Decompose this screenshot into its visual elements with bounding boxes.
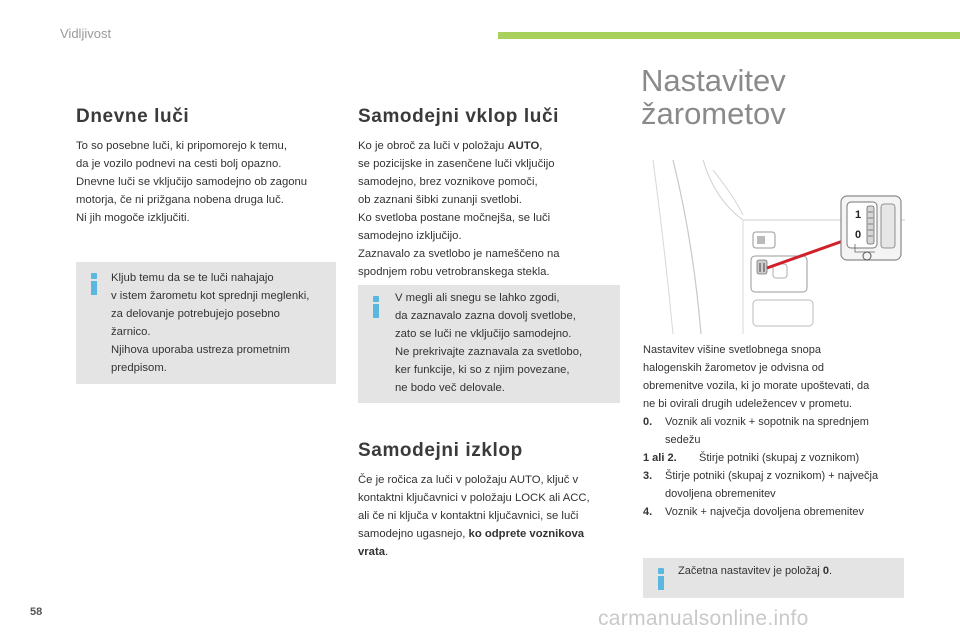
text-line: vrata.: [358, 546, 389, 558]
info-line: ker funkcije, ki so z njim povezane,: [395, 364, 570, 376]
text-line: Ko svetloba postane močnejša, se luči: [358, 212, 551, 224]
info-box-initial: [643, 558, 904, 598]
info-line: V megli ali snegu se lahko zgodi,: [395, 292, 560, 304]
page-number: 58: [30, 606, 43, 618]
headlamp-adjust-text: [643, 341, 913, 521]
headlamp-adjust-title: [641, 64, 786, 130]
info-line: Ne prekrivajte zaznavala za svetlobo,: [395, 346, 583, 358]
text-line: Če je ročica za luči v položaju AUTO, ključ v: [358, 474, 579, 486]
info-icon: [657, 568, 665, 590]
auto-on-text: [358, 137, 620, 281]
list-text: Štirje potniki (skupaj z voznikom) + največja dovoljena obremenitev: [665, 470, 879, 500]
watermark: carmanualsonline.info: [598, 607, 809, 630]
info-line: zato se luči ne vključijo samodejno.: [395, 328, 572, 340]
text-line: kontaktni ključavnici v položaju LOCK ali ACC,: [358, 492, 590, 504]
text-line: Dnevne luči se vključijo samodejno ob zagonu: [76, 176, 308, 188]
text-line: obremenitve vozila, ki jo morate upoštevati, da: [643, 380, 870, 392]
info-line: za delovanje potrebujejo posebno: [111, 308, 280, 320]
list-item: [643, 413, 913, 449]
info-line: Začetna nastavitev je položaj 0.: [678, 565, 833, 577]
info-line: ne bodo več delovale.: [395, 382, 505, 394]
text-line: ne bi ovirali drugih udeležencev v prometu.: [643, 398, 853, 410]
text-line: Ko je obroč za luči v položaju AUTO,: [358, 140, 543, 152]
section-title: Vidljivost: [60, 26, 112, 41]
text-line: To so posebne luči, ki pripomorejo k temu,: [76, 140, 287, 152]
text-line: motorja, če ni prižgana nobena druga luč.: [76, 194, 284, 206]
list-item: [643, 503, 913, 521]
text-line: Ni jih mogoče izključiti.: [76, 212, 190, 224]
list-number: 1 ali 2.: [643, 452, 677, 464]
text-line: da je vozilo podnevi na cesti bolj opazno.: [76, 158, 282, 170]
text-line: Zaznavalo za svetlobo je nameščeno na: [358, 248, 560, 260]
info-line: Kljub temu da se te luči nahajajo: [111, 272, 274, 284]
text-line: spodnjem robu vetrobranskega stekla.: [358, 266, 550, 278]
list-number: 0.: [643, 416, 653, 428]
auto-off-heading: Samodejni izklop: [358, 440, 523, 461]
switch-label-0: 0: [855, 229, 862, 241]
info-line: v istem žarometu kot sprednji meglenki,: [111, 290, 310, 302]
list-text: Voznik ali voznik + sopotnik na sprednjem sedežu: [665, 416, 869, 446]
switch-label-1: 1: [855, 209, 862, 221]
info-icon: [372, 296, 380, 318]
info-box-fog: [358, 285, 620, 403]
info-line: žarnico.: [111, 326, 151, 338]
auto-on-heading: Samodejni vklop luči: [358, 106, 559, 127]
list-number: 3.: [643, 470, 653, 482]
text-line: ali če ni ključa v kontaktni ključavnici, se luči: [358, 510, 579, 522]
text-line: se pozicijske in zasenčene luči vključijo: [358, 158, 555, 170]
text-line: samodejno ugasnejo, ko odprete voznikova: [358, 528, 585, 540]
header-accent-bar: [498, 32, 960, 39]
title-line: Nastavitev: [641, 63, 786, 98]
info-icon: [90, 273, 98, 295]
daytime-lights-heading: Dnevne luči: [76, 106, 190, 127]
text-line: samodejno, brez voznikove pomoči,: [358, 176, 538, 188]
title-line: žarometov: [641, 96, 786, 131]
text-line: ob zaznani šibki zunanji svetlobi.: [358, 194, 522, 206]
text-line: halogenskih žarometov je odvisna od: [643, 362, 825, 374]
text-line: Nastavitev višine svetlobnega snopa: [643, 344, 821, 356]
daytime-lights-text: [76, 137, 336, 227]
auto-off-text: [358, 471, 620, 561]
text-line: samodejno izključijo.: [358, 230, 462, 242]
info-line: Njihova uporaba ustreza prometnim: [111, 344, 290, 356]
info-box-daytime: [76, 262, 336, 384]
list-item: [643, 467, 913, 503]
list-text: Štirje potniki (skupaj z voznikom): [699, 452, 860, 464]
list-number: 4.: [643, 506, 653, 518]
list-item: [643, 449, 913, 467]
info-line: predpisom.: [111, 362, 167, 374]
info-line: da zaznavalo zazna dovolj svetlobe,: [395, 310, 576, 322]
list-text: Voznik + največja dovoljena obremenitev: [665, 506, 865, 518]
dashboard-illustration: [643, 160, 905, 334]
